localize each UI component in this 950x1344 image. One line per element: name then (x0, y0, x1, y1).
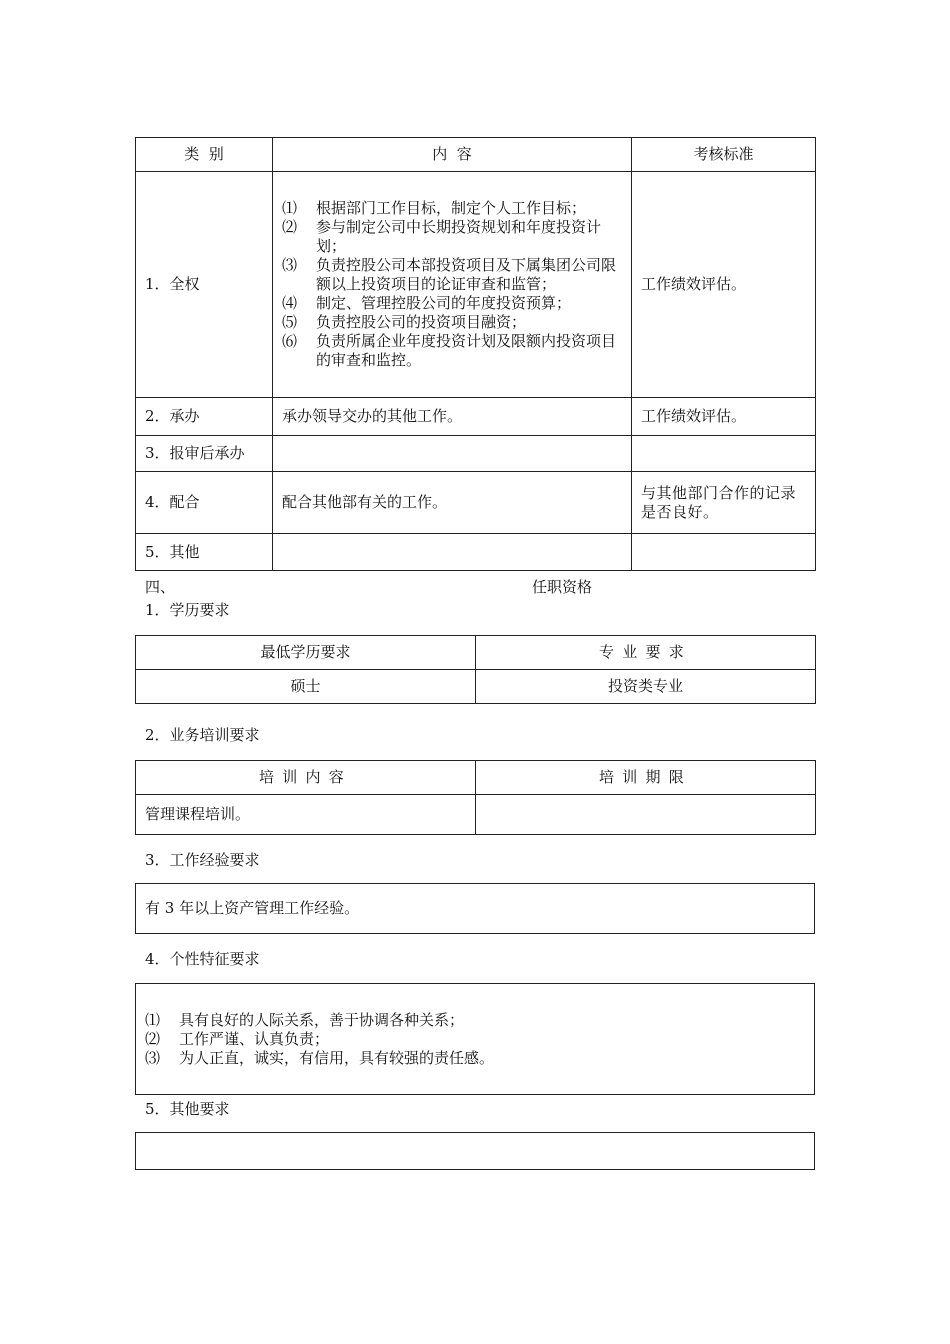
authority-header-row (136, 138, 816, 172)
item-number: ⑸ (282, 313, 298, 331)
category-cell: 4．配合 (136, 472, 273, 534)
experience-text: 有 3 年以上资产管理工作经验。 (145, 899, 360, 917)
authority-items-list (282, 199, 622, 370)
item-number: ⑴ (282, 199, 298, 217)
list-item (145, 1049, 494, 1068)
category-cell: 1．全权 (136, 172, 273, 398)
table-row (136, 534, 816, 571)
header-major: 专业要求 (476, 636, 816, 670)
table-row (136, 795, 816, 835)
education-header-row (136, 636, 816, 670)
other-box (135, 1132, 815, 1170)
header-training-period: 培训期限 (476, 761, 816, 795)
item-number: ⑴ (145, 1010, 161, 1029)
content-cell (273, 534, 632, 571)
item-number: ⑶ (145, 1048, 161, 1067)
item-text: 为人正直，诚实，有信用，具有较强的责任感。 (179, 1048, 495, 1067)
header-training-content: 培训内容 (136, 761, 476, 795)
item-text: 负责所属企业年度投资计划及限额内投资项目的审查和监控。 (316, 332, 617, 369)
standard-cell: 工作绩效评估。 (632, 398, 816, 436)
standard-cell (632, 436, 816, 472)
training-header-row (136, 761, 816, 795)
item-number: ⑶ (282, 256, 298, 274)
list-item (282, 332, 622, 370)
category-cell: 3．报审后承办 (136, 436, 273, 472)
authority-table (135, 137, 816, 571)
standard-cell: 工作绩效评估。 (632, 172, 816, 398)
section-title: 任职资格 (532, 578, 593, 596)
education-value: 硕士 (136, 670, 476, 704)
standard-cell (632, 534, 816, 571)
content-cell: 承办领导交办的其他工作。 (273, 398, 632, 436)
table-row (136, 436, 816, 472)
list-item (282, 313, 622, 332)
list-item (282, 199, 622, 218)
list-item (282, 294, 622, 313)
header-category: 类 别 (136, 138, 273, 172)
training-table (135, 760, 816, 835)
content-cell (273, 172, 632, 398)
training-heading: 2．业务培训要求 (145, 726, 260, 744)
item-text: 具有良好的人际关系，善于协调各种关系； (179, 1010, 465, 1029)
item-number: ⑹ (282, 332, 298, 350)
content-cell: 配合其他部有关的工作。 (273, 472, 632, 534)
list-item (145, 1030, 494, 1049)
list-item (282, 256, 622, 294)
education-heading: 1．学历要求 (145, 601, 230, 619)
standard-cell: 与其他部门合作的记录是否良好。 (632, 472, 816, 534)
list-item (145, 1011, 494, 1030)
training-period-value (476, 795, 816, 835)
item-number: ⑵ (282, 218, 298, 236)
item-text: 工作严谨、认真负责； (179, 1029, 330, 1048)
header-standard: 考核标准 (632, 138, 816, 172)
item-text: 制定、管理控股公司的年度投资预算； (316, 294, 572, 312)
table-row (136, 398, 816, 436)
table-row (136, 670, 816, 704)
item-text: 参与制定公司中长期投资规划和年度投资计划； (316, 218, 602, 255)
header-min-education: 最低学历要求 (136, 636, 476, 670)
table-row (136, 472, 816, 534)
experience-heading: 3．工作经验要求 (145, 851, 260, 869)
table-row (136, 172, 816, 398)
item-text: 负责控股公司本部投资项目及下属集团公司限额以上投资项目的论证审查和监管； (316, 256, 617, 293)
category-cell: 2．承办 (136, 398, 273, 436)
header-content: 内 容 (273, 138, 632, 172)
item-text: 根据部门工作目标，制定个人工作目标； (316, 199, 587, 217)
major-value: 投资类专业 (476, 670, 816, 704)
item-number: ⑵ (145, 1029, 161, 1048)
experience-box (135, 883, 815, 934)
personality-items-list (136, 1011, 503, 1068)
education-table (135, 635, 816, 704)
section-number: 四、 (145, 578, 176, 596)
category-cell: 5．其他 (136, 534, 273, 571)
content-cell (273, 436, 632, 472)
personality-heading: 4．个性特征要求 (145, 950, 260, 968)
list-item (282, 218, 622, 256)
other-heading: 5．其他要求 (145, 1100, 230, 1118)
personality-box (135, 983, 815, 1095)
item-number: ⑷ (282, 294, 298, 312)
training-content-value: 管理课程培训。 (136, 795, 476, 835)
item-text: 负责控股公司的投资项目融资； (316, 313, 527, 331)
